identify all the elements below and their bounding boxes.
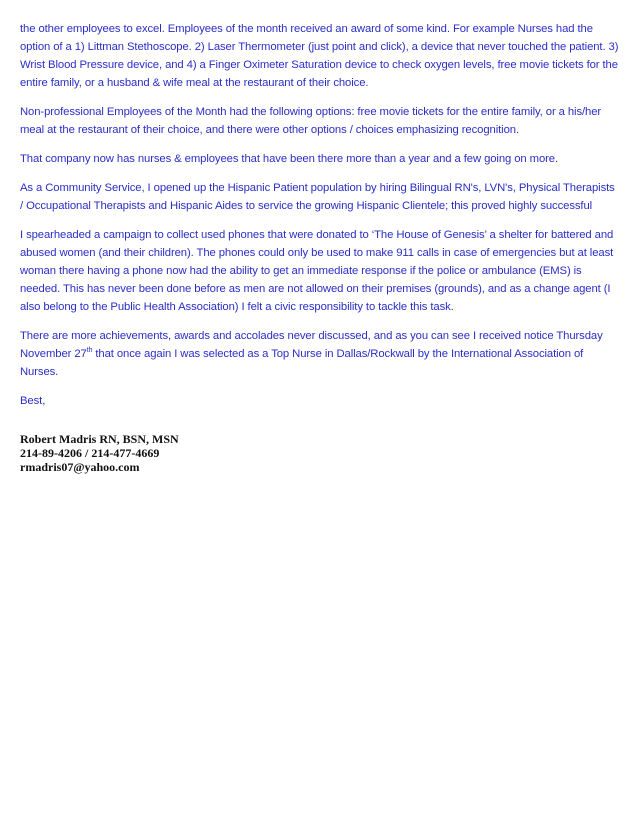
date-ordinal-suffix: th: [86, 347, 93, 355]
achievements-text-start: There are more achievements, awards and accolades never discussed, and as you can see I received notice Thursday November 27: [20, 330, 603, 360]
paragraph-non-professional-awards: Non-professional Employees of the Month had the following options: free movie tickets for the entire family, or a his/her meal at the restaurant of their choice, and there were other options / choices emphasizing recognition.: [20, 106, 602, 136]
paragraph-community-service: As a Community Service, I opened up the Hispanic Patient population by hiring Bilingual RN's, LVN's, Physical Therapists / Occupational Therapists and Hispanic Aides to service the growing Hispanic Clientele; this proved highly successful: [20, 182, 615, 212]
signature-phones: 214-89-4206 / 214-477-4669: [20, 446, 160, 460]
closing-salutation: Best,: [20, 395, 46, 407]
paragraph-phone-campaign: I spearheaded a campaign to collect used phones that were donated to ‘The House of Genesis’ a shelter for battered and abused women (and their children). The phones could only be used to make 911 calls in case of emergencies but at least woman there having a phone now had the ability to get an immediate response if the police or ambulance (EMS) is needed. This has never been done before as men are not allowed on their premises (grounds), and as a change agent (I also belong to the Public Health Association) I felt a civic responsibility to tackle this task.: [20, 229, 614, 313]
signature-block: [20, 432, 620, 474]
signature-email: rmadris07@yahoo.com: [20, 460, 140, 474]
paragraph-achievements: [20, 327, 620, 381]
letter-page: [20, 20, 620, 474]
paragraph-retention: That company now has nurses & employees that have been there more than a year and a few going on more.: [20, 153, 559, 165]
achievements-text-end: that once again I was selected as a Top Nurse in Dallas/Rockwall by the International Association of Nurses.: [20, 348, 584, 378]
paragraph-employee-awards: the other employees to excel. Employees of the month received an award of some kind. For example Nurses had the option of a 1) Littman Stethoscope. 2) Laser Thermometer (just point and click), a device that never touched the patient. 3) Wrist Blood Pressure device, and 4) a Finger Oximeter Saturation device to check oxygen levels, free movie tickets for the entire family, or a husband & wife meal at the restaurant of their choice.: [20, 23, 619, 89]
signature-name: Robert Madris RN, BSN, MSN: [20, 432, 179, 446]
